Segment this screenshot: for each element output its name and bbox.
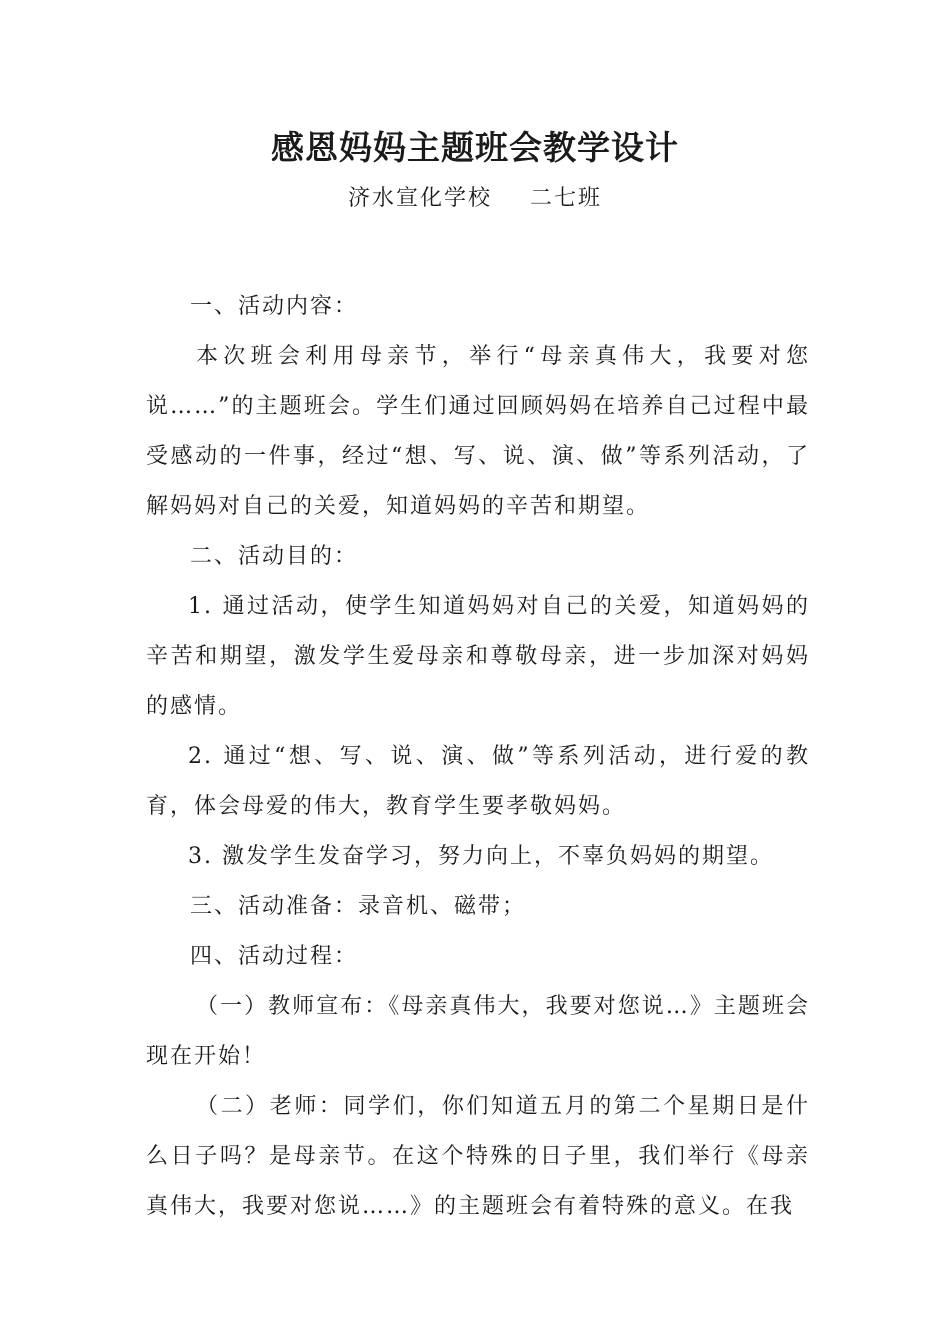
document-subtitle <box>0 182 950 216</box>
section-heading-goals: 二、活动目的： <box>190 544 359 569</box>
school-name: 济水宣化学校 <box>347 186 492 211</box>
class-name: 二七班 <box>530 186 603 211</box>
section-heading-process: 四、活动过程： <box>190 944 359 969</box>
goal-item-2: 2. 通过“想、写、说、演、做”等系列活动，进行爱的教育，体会母爱的伟大，教育学生要孝敬妈妈。 <box>146 744 810 819</box>
section-heading-content: 一、活动内容： <box>190 294 359 319</box>
goal-item-3: 3. 激发学生发奋学习，努力向上，不辜负妈妈的期望。 <box>188 844 774 869</box>
process-step-1: （一）教师宣布：《母亲真伟大，我要对您说…》主题班会现在开始！ <box>146 994 810 1069</box>
paragraph-content-description: 本次班会利用母亲节，举行“母亲真伟大，我要对您说……”的主题班会。学生们通过回顾妈妈在培养自己过程中最受感动的一件事，经过“想、写、说、演、做”等系列活动，了解妈妈对自己的关爱，知道妈妈的辛苦和期望。 <box>146 344 810 519</box>
document-body <box>146 282 810 1232</box>
section-heading-preparation: 三、活动准备：录音机、磁带； <box>190 894 527 919</box>
document-title: 感恩妈妈主题班会教学设计 <box>271 128 679 167</box>
goal-item-1: 1. 通过活动，使学生知道妈妈对自己的关爱，知道妈妈的辛苦和期望，激发学生爱母亲和尊敬母亲，进一步加深对妈妈的感情。 <box>146 594 810 719</box>
process-step-2: （二）老师：同学们，你们知道五月的第二个星期日是什么日子吗？是母亲节。在这个特殊的日子里，我们举行《母亲真伟大，我要对您说……》的主题班会有着特殊的意义。在我 <box>146 1094 810 1219</box>
